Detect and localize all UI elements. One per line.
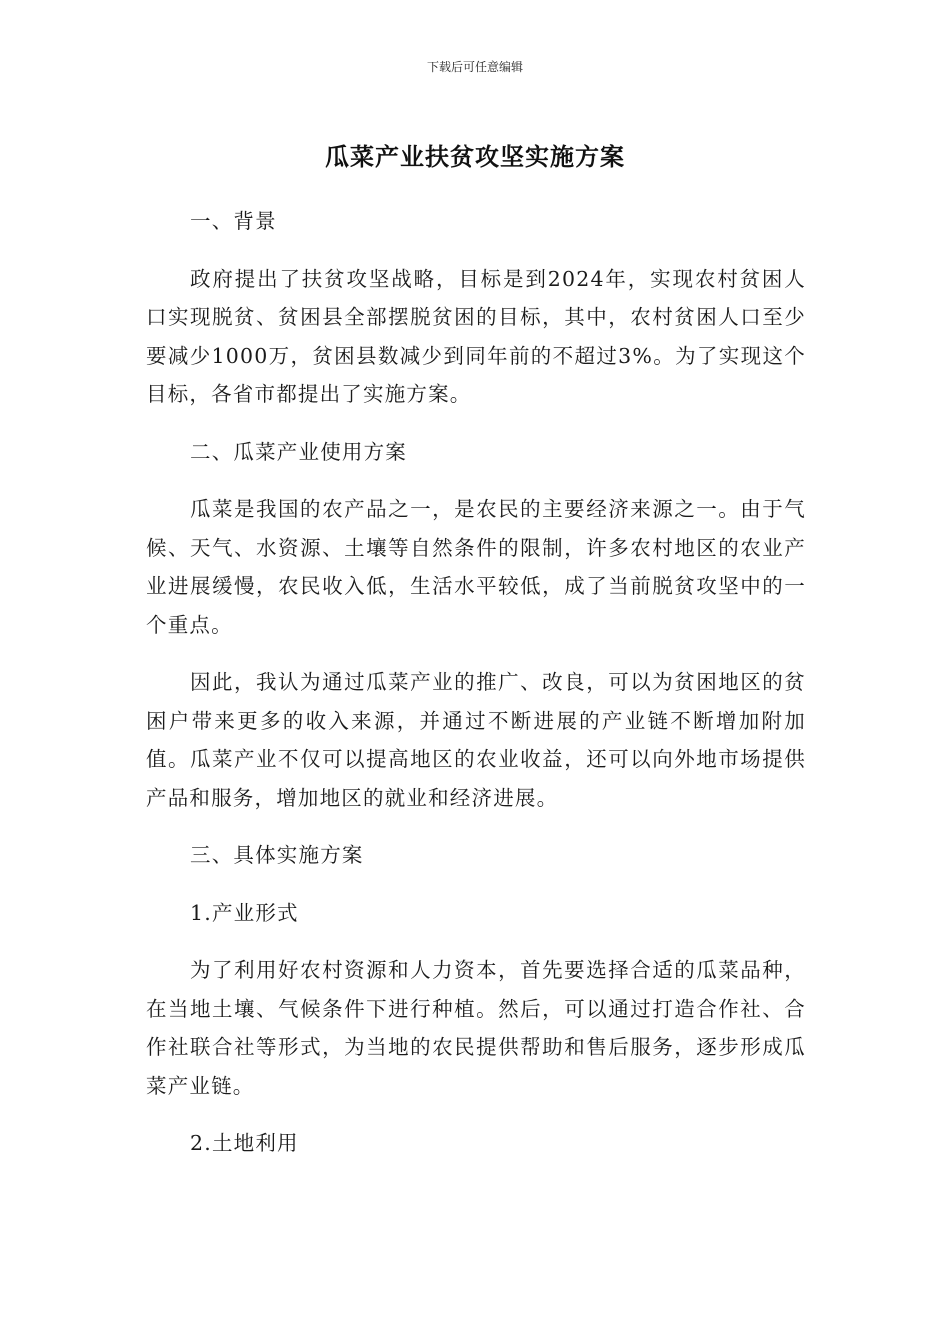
subheading-industry-form: 1.产业形式 [190,900,299,925]
header-note: 下载后可任意编辑 [426,60,523,74]
document-title: 瓜菜产业扶贫攻坚实施方案 [325,143,625,171]
paragraph-usage-1: 瓜菜是我国的农产品之一，是农民的主要经济来源之一。由于气候、天气、水资源、土壤等自然条件的限制，许多农村地区的农业产业进展缓慢，农民收入低，生活水平较低，成了当前脱贫攻坚中的一个重点。 [146,497,806,637]
section-heading-usage-plan: 二、瓜菜产业使用方案 [190,439,407,464]
paragraph-industry-form: 为了利用好农村资源和人力资本，首先要选择合适的瓜菜品种，在当地土壤、气候条件下进行种植。然后，可以通过打造合作社、合作社联合社等形式，为当地的农民提供帮助和售后服务，逐步形成瓜菜产业链。 [146,958,806,1098]
paragraph-usage-2: 因此，我认为通过瓜菜产业的推广、改良，可以为贫困地区的贫困户带来更多的收入来源，并通过不断进展的产业链不断增加附加值。瓜菜产业不仅可以提高地区的农业收益，还可以向外地市场提供产品和服务，增加地区的就业和经济进展。 [146,670,806,810]
section-heading-background: 一、背景 [190,209,277,233]
document-body [146,202,806,1182]
section-heading-implementation: 三、具体实施方案 [190,843,364,867]
subheading-land-use: 2.土地利用 [190,1131,299,1155]
paragraph-background: 政府提出了扶贫攻坚战略，目标是到2024年，实现农村贫困人口实现脱贫、贫困县全部摆脱贫困的目标，其中，农村贫困人口至少要减少1000万，贫困县数减少到同年前的不超过3%。为了实现这个目标，各省市都提出了实施方案。 [146,266,806,406]
